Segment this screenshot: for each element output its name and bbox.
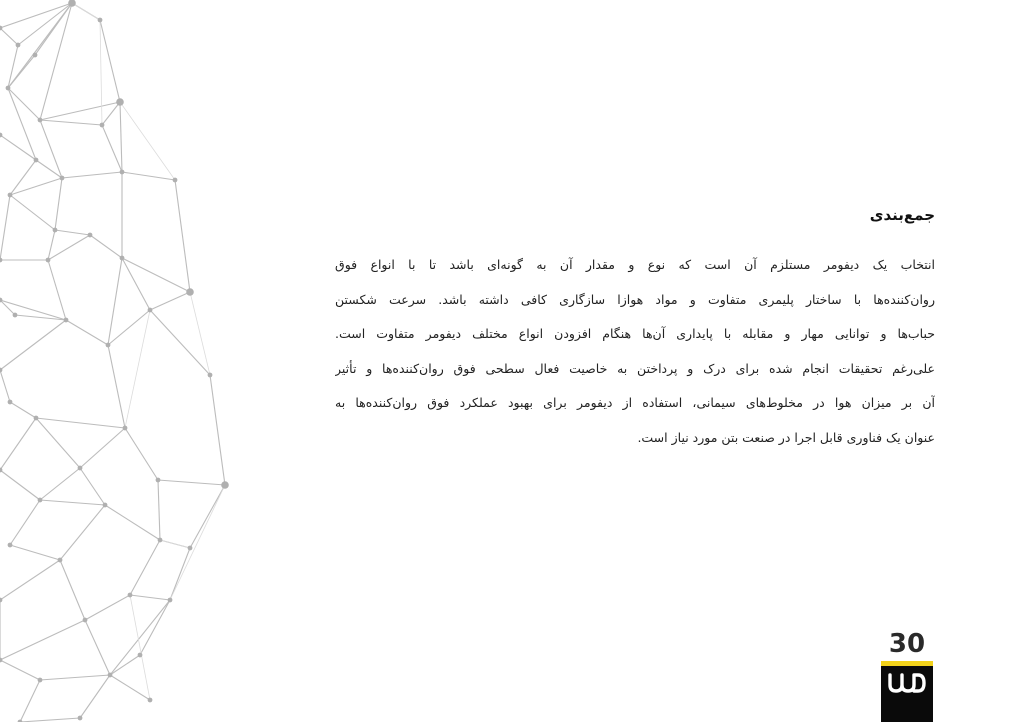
network-node <box>33 53 38 58</box>
paragraph-line: عنوان یک فناوری قابل اجرا در صنعت بتن مورد نیاز است. <box>637 429 935 445</box>
paragraph-line: انتخاب یک دیفومر مستلزم آن است که نوع و مقدار آن به گونه‌ای باشد تا با انواع فوق <box>335 257 935 272</box>
network-node <box>98 18 103 23</box>
network-node <box>46 258 51 263</box>
network-node <box>8 193 13 198</box>
network-line <box>35 3 72 55</box>
network-node <box>208 373 213 378</box>
brand-logo-icon <box>887 671 927 695</box>
network-line <box>66 320 108 345</box>
network-node <box>128 593 133 598</box>
network-line <box>0 470 40 500</box>
network-line <box>60 505 105 560</box>
network-node <box>8 543 13 548</box>
network-line <box>80 675 110 718</box>
network-node <box>0 258 2 263</box>
network-line <box>130 540 160 595</box>
network-node <box>103 503 108 508</box>
network-node <box>38 498 43 503</box>
network-node <box>13 313 18 318</box>
network-line <box>90 235 122 258</box>
network-line <box>140 600 170 655</box>
network-line <box>0 560 60 600</box>
network-node <box>148 698 153 703</box>
paragraph-line: علی‌رغم تحقیقات انجام شده برای درک و پرداختن به خاصیت فعال سطحی فوق روان‌کننده‌ها و تأثیر <box>335 360 935 376</box>
network-node <box>58 558 63 563</box>
network-node <box>53 228 58 233</box>
network-line <box>20 718 80 722</box>
network-line <box>100 20 120 102</box>
section-heading: جمع‌بندی <box>869 206 935 224</box>
network-line <box>8 88 36 160</box>
network-line <box>10 402 36 418</box>
network-node <box>188 546 193 551</box>
network-line <box>190 485 225 548</box>
network-node <box>6 86 11 91</box>
network-line <box>122 258 190 292</box>
network-line <box>110 600 170 675</box>
network-line <box>210 375 225 485</box>
network-line <box>80 468 105 505</box>
network-line <box>10 545 60 560</box>
network-line <box>48 260 66 320</box>
network-node <box>158 538 163 543</box>
network-line <box>48 230 55 260</box>
network-line <box>40 468 80 500</box>
network-line <box>20 680 40 722</box>
network-line <box>60 560 85 620</box>
network-line <box>150 292 190 310</box>
network-node <box>173 178 178 183</box>
network-node <box>221 481 229 489</box>
network-node <box>8 400 13 405</box>
paragraph-line: آن بر میزان هوا در مخلوط‌های سیمانی، استفاده از دیفومر برای بهبود عملکرد فوق روان‌کننده‌ها به <box>335 395 935 410</box>
network-node <box>168 598 173 603</box>
page-number: 30 <box>888 629 926 659</box>
network-line <box>10 160 36 195</box>
network-line <box>0 3 72 28</box>
summary-section <box>335 205 935 455</box>
network-line <box>85 620 110 675</box>
network-line <box>102 125 122 172</box>
network-node <box>186 288 194 296</box>
network-line <box>0 28 18 45</box>
network-line <box>170 548 190 600</box>
polygon-network-decoration <box>0 0 240 722</box>
network-node <box>38 118 43 123</box>
network-line <box>40 675 110 680</box>
network-node <box>116 98 124 106</box>
network-line <box>80 428 125 468</box>
network-node <box>34 158 39 163</box>
network-node <box>100 123 105 128</box>
network-line <box>40 500 105 505</box>
network-node <box>120 170 125 175</box>
network-line <box>122 258 150 310</box>
network-line <box>108 345 125 428</box>
network-line <box>55 178 62 230</box>
network-line <box>122 172 175 180</box>
network-node <box>106 343 111 348</box>
paragraph-line: حباب‌ها و توانایی مهار و مقابله با پایداری آن‌ها هنگام افزودن انواع مختلف دیفومر متفاوت است. <box>335 326 935 341</box>
network-line <box>40 3 72 120</box>
network-node <box>0 658 2 663</box>
network-line <box>160 540 190 548</box>
network-line <box>190 292 210 375</box>
network-line <box>108 258 122 345</box>
network-line <box>0 620 85 660</box>
paragraph-line: روان‌کننده‌ها با ساختار پلیمری متفاوت و مواد هوازا سازگاری کافی داشته باشد. سرعت شکستن <box>335 291 935 307</box>
network-line <box>10 500 40 545</box>
network-line <box>120 102 175 180</box>
network-line <box>0 660 40 680</box>
network-line <box>10 195 55 230</box>
network-line <box>110 675 150 700</box>
network-line <box>125 428 158 480</box>
network-line <box>0 418 36 470</box>
network-line <box>55 230 90 235</box>
network-node <box>138 653 143 658</box>
network-line <box>10 178 62 195</box>
network-line <box>175 180 190 292</box>
network-node <box>64 318 69 323</box>
network-line <box>0 320 66 370</box>
network-node <box>148 308 153 313</box>
logo-accent-stripe <box>881 661 933 666</box>
network-line <box>0 370 10 402</box>
network-node <box>120 256 125 261</box>
network-line <box>62 172 122 178</box>
network-line <box>130 595 150 700</box>
network-line <box>158 480 160 540</box>
network-line <box>120 102 122 172</box>
network-node <box>78 716 83 721</box>
network-node <box>34 416 39 421</box>
network-node <box>156 478 161 483</box>
network-line <box>0 195 10 260</box>
summary-paragraph <box>335 248 935 455</box>
network-line <box>100 20 102 125</box>
network-node <box>108 673 113 678</box>
network-line <box>158 480 225 485</box>
network-node <box>60 176 65 181</box>
network-line <box>85 595 130 620</box>
network-line <box>48 235 90 260</box>
network-line <box>40 120 62 178</box>
network-line <box>36 418 80 468</box>
network-node <box>123 426 128 431</box>
brand-logo <box>881 661 933 722</box>
network-line <box>110 655 140 675</box>
network-node <box>16 43 21 48</box>
network-node <box>88 233 93 238</box>
network-line <box>8 88 40 120</box>
network-line <box>40 120 102 125</box>
network-node <box>83 618 88 623</box>
network-line <box>36 418 125 428</box>
network-line <box>130 595 170 600</box>
network-node <box>38 678 43 683</box>
network-node <box>78 466 83 471</box>
network-line <box>72 3 100 20</box>
network-line <box>150 310 210 375</box>
network-line <box>170 485 225 600</box>
network-line <box>105 505 160 540</box>
